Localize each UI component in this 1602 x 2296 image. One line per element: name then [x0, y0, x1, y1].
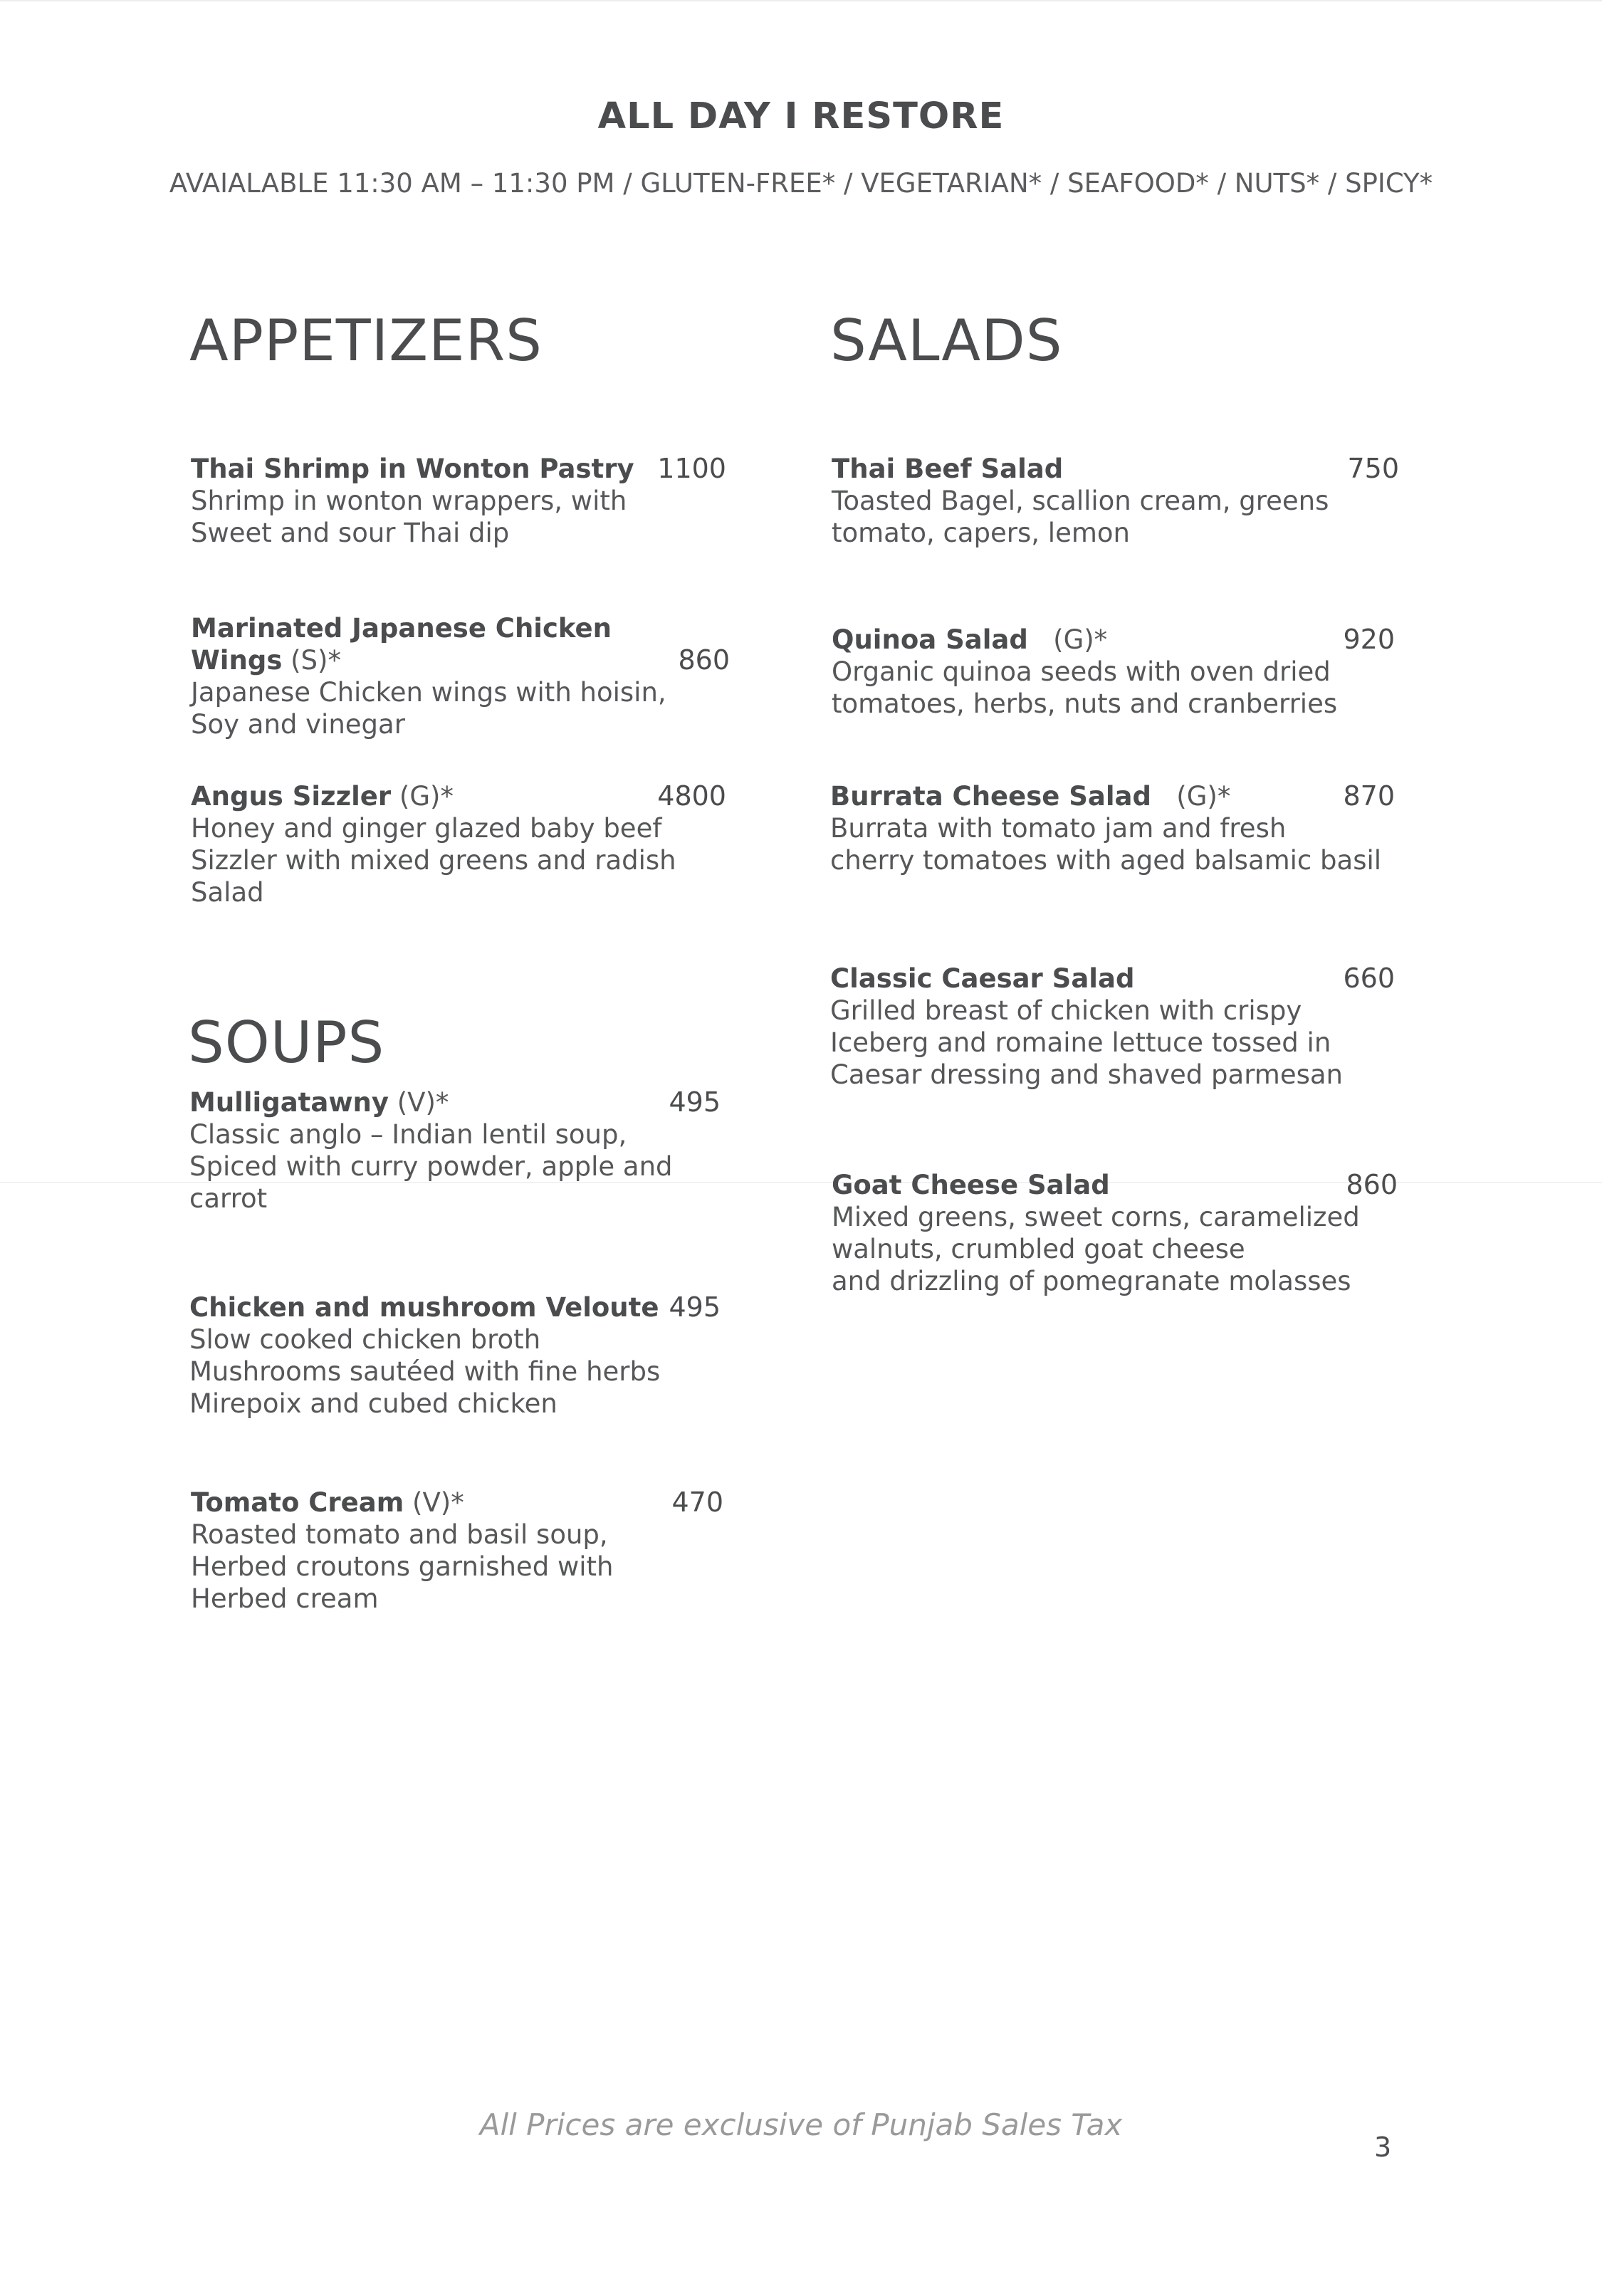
item-price: 1100: [657, 453, 726, 484]
item-price: 750: [1347, 453, 1399, 484]
item-price: 660: [1343, 963, 1395, 994]
item-description: Grilled breast of chicken with crispy Iceberg and romaine lettuce tossed in Caesar dressing and shaved parmesan: [830, 995, 1343, 1090]
item-name: Mulligatawny: [189, 1087, 389, 1118]
item-name: Thai Beef Salad: [832, 454, 1064, 484]
item-name: Burrata Cheese Salad: [830, 781, 1151, 812]
item-name: Tomato Cream: [191, 1487, 404, 1518]
item-description: Mixed greens, sweet corns, caramelized walnuts, crumbled goat cheese and drizzling of pomegranate molasses: [832, 1202, 1360, 1296]
item-description: Shrimp in wonton wrappers, with Sweet and sour Thai dip: [191, 486, 627, 548]
item-description: Japanese Chicken wings with hoisin, Soy and vinegar: [191, 677, 666, 740]
availability-legend: AVAIALABLE 11:30 AM – 11:30 PM / GLUTEN-FREE* / VEGETARIAN* / SEAFOOD* / NUTS* / SPICY*: [169, 168, 1433, 199]
item-description: Slow cooked chicken broth Mushrooms sautéed with fine herbs Mirepoix and cubed chicken: [189, 1324, 661, 1419]
item-description: Toasted Bagel, scallion cream, greens tomato, capers, lemon: [832, 486, 1329, 548]
item-price: 470: [671, 1487, 723, 1518]
menu-item-japanese-chicken-wings: [191, 612, 760, 740]
item-dietary-tag: (V)*: [412, 1487, 464, 1518]
item-name: Thai Shrimp in Wonton Pastry: [191, 454, 634, 484]
salads-heading: SALADS: [830, 308, 1063, 374]
item-dietary-tag: (G)*: [1053, 624, 1108, 655]
item-price: 4800: [657, 780, 726, 812]
item-dietary-tag: (V)*: [397, 1087, 449, 1118]
menu-title: ALL DAY I RESTORE: [597, 95, 1005, 137]
top-divider: [0, 0, 1602, 1]
soups-heading: SOUPS: [188, 1010, 385, 1076]
item-name: Quinoa Salad: [832, 624, 1028, 655]
item-price: 870: [1343, 780, 1395, 812]
item-description: Honey and ginger glazed baby beef Sizzler with mixed greens and radish Salad: [191, 813, 676, 908]
item-description: Roasted tomato and basil soup, Herbed croutons garnished with Herbed cream: [191, 1519, 614, 1614]
item-dietary-tag: (G)*: [1176, 781, 1231, 812]
item-name: Goat Cheese Salad: [832, 1170, 1110, 1200]
item-description: Classic anglo – Indian lentil soup, Spiced with curry powder, apple and carrot: [189, 1119, 673, 1214]
item-price: 860: [678, 644, 730, 676]
item-dietary-tag: (G)*: [399, 781, 454, 812]
page-number: 3: [1374, 2132, 1392, 2163]
item-name: Chicken and mushroom Veloute: [189, 1292, 659, 1323]
item-name: Classic Caesar Salad: [830, 963, 1135, 994]
item-price: 495: [669, 1086, 721, 1118]
item-description: Organic quinoa seeds with oven dried tomatoes, herbs, nuts and cranberries: [832, 656, 1338, 719]
item-price: 860: [1346, 1169, 1398, 1200]
appetizers-heading: APPETIZERS: [189, 308, 543, 374]
item-name: Marinated Japanese Chicken Wings: [191, 613, 612, 676]
item-price: 920: [1343, 624, 1395, 655]
item-dietary-tag: (S)*: [290, 645, 341, 676]
item-name: Angus Sizzler: [191, 781, 392, 812]
tax-note: All Prices are exclusive of Punjab Sales Tax: [479, 2107, 1123, 2142]
item-description: Burrata with tomato jam and fresh cherry tomatoes with aged balsamic basil: [830, 813, 1382, 876]
item-price: 495: [669, 1291, 721, 1323]
